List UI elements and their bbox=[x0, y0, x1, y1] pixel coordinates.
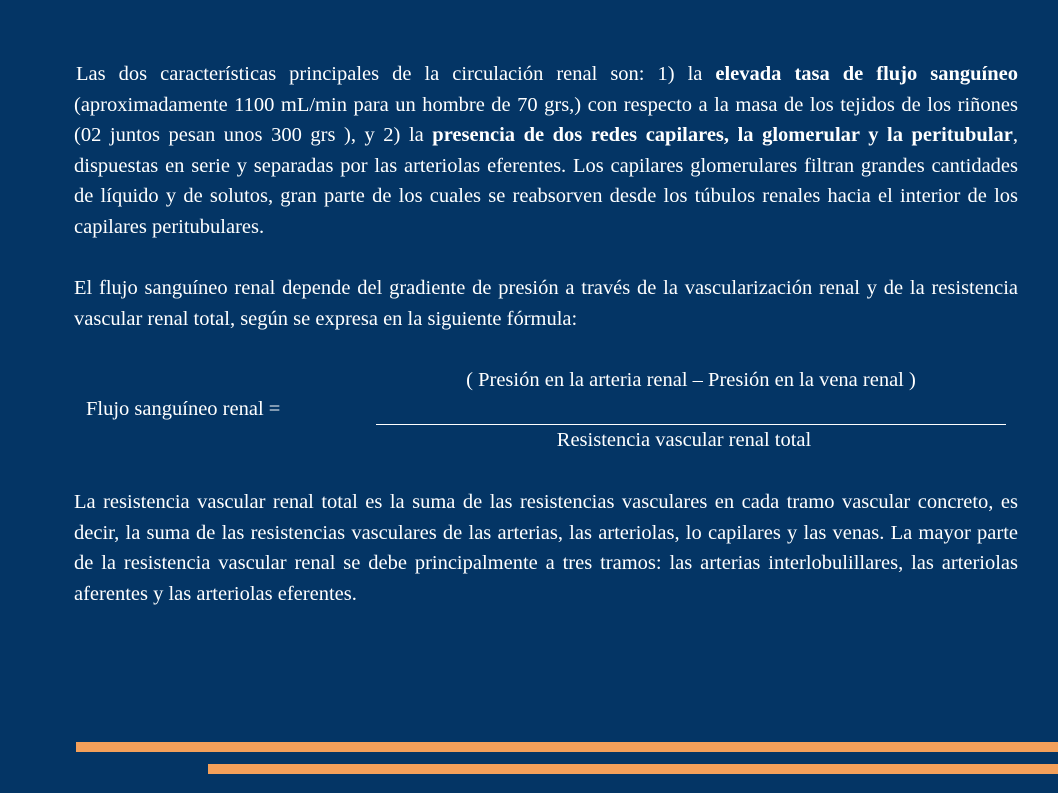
p1-text-3: , dispuestas en serie y separadas por las arteriolas eferentes. Los capilares glomerulares filtran grandes cantidades de líquido y de solutos, gran parte de los cuales se reabsorven desde los túbulos renales hacia el interior de los capilares peritubulares. bbox=[74, 124, 1018, 238]
paragraph-renal-circulation bbox=[74, 59, 1018, 243]
decorative-bar-top bbox=[76, 742, 1058, 752]
p1-text-1: Las dos características principales de la circulación renal son: 1) la bbox=[76, 63, 716, 85]
formula-lhs: Flujo sanguíneo renal = bbox=[86, 398, 281, 420]
p1-bold-flow-rate: elevada tasa de flujo sanguíneo bbox=[715, 63, 1018, 85]
paragraph-vascular-resistance: La resistencia vascular renal total es la suma de las resistencias vasculares en cada tramo vascular concreto, es decir, la suma de las resistencias vasculares de las arterias, las arteriolas, lo capilares y las venas. La mayor parte de la resistencia vascular renal se debe principalmente a tres tramos: las arterias interlobulillares, las arteriolas aferentes y las arteriolas eferentes. bbox=[74, 491, 1018, 605]
formula-numerator: ( Presión en la arteria renal – Presión en la vena renal ) bbox=[466, 369, 916, 391]
paragraph-blood-flow: El flujo sanguíneo renal depende del gradiente de presión a través de la vascularización renal y de la resistencia vascular renal total, según se expresa en la siguiente fórmula: bbox=[74, 277, 1018, 330]
p1-bold-capillary-networks: presencia de dos redes capilares, la glomerular y la peritubular bbox=[432, 124, 1013, 147]
decorative-bar-bottom bbox=[208, 764, 1058, 774]
formula-denominator: Resistencia vascular renal total bbox=[556, 429, 812, 451]
fraction-line bbox=[376, 424, 1006, 425]
p1-text-2: (aproximadamente 1100 mL/min para un hombre de 70 grs,) con respecto a la masa de los tejidos de los riñones (02 juntos pesan unos 300 grs ), y 2) la bbox=[74, 93, 1018, 147]
